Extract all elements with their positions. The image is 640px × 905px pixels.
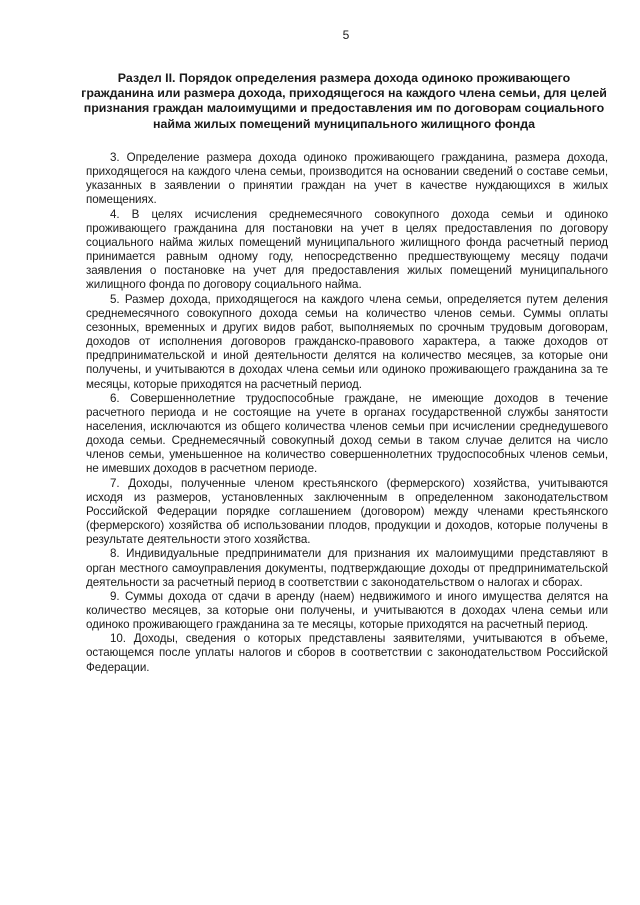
body-text xyxy=(86,151,608,675)
paragraph-4: 4. В целях исчисления среднемесячного совокупного дохода семьи и одиноко проживающего гражданина для постановки на учет в целях предоставления по договору социального найма жилых помещений муниципального жилищного фонда расчетный период принимается равным одному году, непосредственно предшествующему месяцу подачи заявления о постановке на учет для предоставления жилых помещений муниципального жилищного фонда по договору социального найма. xyxy=(86,207,608,292)
paragraph-5: 5. Размер дохода, приходящегося на каждого члена семьи, определяется путем деления среднемесячного совокупного дохода семьи на количество членов семьи. Суммы оплаты сезонных, временных и других видов работ, выполняемых по срочным трудовым договорам, доходов от исполнения договоров гражданско-правового характера, а также доходов от предпринимательской и иной деятельности делятся на количество месяцев, за которые они получены, и учитываются в доходах члена семьи или одиноко проживающего гражданина за те месяцы, которые приходятся на расчетный период. xyxy=(86,292,608,391)
paragraph-6: 6. Совершеннолетние трудоспособные граждане, не имеющие доходов в течение расчетного периода и не состоящие на учете в органах государственной службы занятости населения, исключаются из общего количества членов семьи при исчислении среднедушевого дохода семьи. Среднемесячный совокупный доход семьи в таком случае делится на число членов семьи, уменьшенное на количество совершеннолетних трудоспособных членов семьи, не имевших доходов в расчетном периоде. xyxy=(86,391,608,476)
paragraph-9: 9. Суммы дохода от сдачи в аренду (наем) недвижимого и иного имущества делятся на количество месяцев, за которые они получены, и учитываются в доходах члена семьи или одиноко проживающего гражданина за те месяцы, которые приходятся на расчетный период. xyxy=(86,589,608,632)
paragraph-3: 3. Определение размера дохода одиноко проживающего гражданина, размера дохода, приходящегося на каждого члена семьи, производится на основании сведений о составе семьи, указанных в заявлении о принятии граждан на учет в качестве нуждающихся в жилых помещениях. xyxy=(86,151,608,207)
paragraph-8: 8. Индивидуальные предприниматели для признания их малоимущими представляют в орган местного самоуправления документы, подтверждающие доходы от предпринимательской деятельности за расчетный период в соответствии с законодательством о налогах и сборах. xyxy=(86,547,608,589)
paragraph-7: 7. Доходы, полученные членом крестьянского (фермерского) хозяйства, учитываются исходя из размеров, установленных заключенным в определенном законодательством Российской Федерации порядке соглашением (договором) между членами крестьянского (фермерского) хозяйства об использовании плодов, продукции и доходов, которые получены в результате деятельности этого хозяйства. xyxy=(86,476,608,547)
page-number: 5 xyxy=(342,28,350,42)
paragraph-10: 10. Доходы, сведения о которых представлены заявителями, учитываются в объеме, остающемся после уплаты налогов и сборов в соответствии с законодательством Российской Федерации. xyxy=(86,632,608,674)
section-title: Раздел II. Порядок определения размера дохода одиноко проживающего гражданина или размера дохода, приходящегося на каждого члена семьи, для целей признания граждан малоимущими и предоставления им по договорам социального найма жилых помещений муниципального жилищного фонда xyxy=(81,71,607,131)
